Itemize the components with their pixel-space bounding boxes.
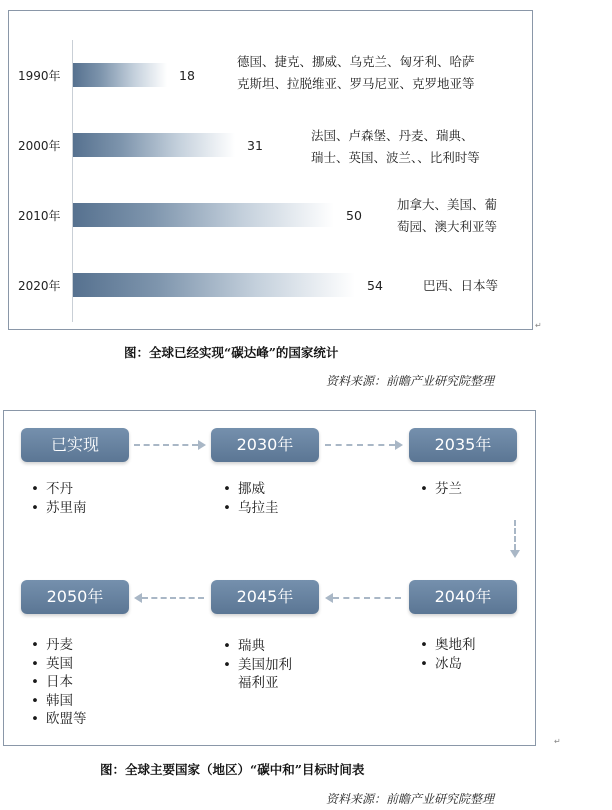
arrow-line: [514, 520, 516, 550]
year-label: 2000年: [18, 139, 61, 153]
year-label: 1990年: [18, 69, 61, 83]
bar-value-label: 50: [346, 208, 362, 223]
arrow-line: [134, 444, 198, 446]
stage-list-2045: [221, 637, 292, 693]
list-item: • 挪威: [221, 480, 279, 499]
list-item: • 欧盟等: [29, 710, 87, 729]
bar-2010: [73, 203, 334, 227]
list-item: • 韩国: [29, 692, 87, 711]
note-line: 加拿大、美国、葡: [397, 197, 498, 212]
list-item: • 乌拉圭: [221, 499, 279, 518]
country-note-2010: [397, 194, 497, 238]
paragraph-mark: ↵: [554, 737, 561, 746]
bar-value-label: 31: [247, 138, 263, 153]
list-item-continuation: 福利亚: [238, 675, 279, 691]
list-item: • 瑞典: [221, 637, 292, 656]
list-item: • 丹麦: [29, 636, 87, 655]
bar-1990: [73, 63, 167, 87]
stage-list-achieved: [29, 480, 87, 517]
note-line: 萄园、澳大利亚等: [397, 219, 498, 234]
stage-list-2030: [221, 480, 279, 517]
arrow-right-icon: [395, 440, 403, 450]
stage-pill-2030: 2030年: [211, 428, 319, 462]
paragraph-mark: ↵: [535, 321, 542, 330]
country-note-2000: [311, 125, 480, 169]
figure-source: 资料来源：前瞻产业研究院整理: [326, 792, 495, 806]
bar-value-label: 18: [179, 68, 195, 83]
arrow-line: [142, 597, 204, 599]
arrow-line: [325, 444, 395, 446]
note-line: 法国、卢森堡、丹麦、瑞典、: [311, 128, 474, 143]
list-item: • 冰岛: [418, 655, 476, 674]
note-line: 瑞士、英国、波兰、、比利时等: [311, 150, 480, 165]
country-note-2020: [423, 275, 498, 297]
stage-list-2035: [418, 480, 462, 499]
list-item: • 美国加利: [221, 656, 292, 675]
figure-source: 资料来源：前瞻产业研究院整理: [326, 374, 495, 388]
stage-pill-achieved: 已实现: [21, 428, 129, 462]
list-item: • 不丹: [29, 480, 87, 499]
stage-pill-2050: 2050年: [21, 580, 129, 614]
stage-list-2050: [29, 636, 87, 729]
note-line: 克斯坦、拉脱维亚、罗马尼亚、克罗地亚等: [237, 76, 475, 91]
list-item: • 日本: [29, 673, 87, 692]
figure-caption: 图：全球已经实现“碳达峰”的国家统计: [124, 345, 339, 360]
year-label: 2010年: [18, 209, 61, 223]
arrow-left-icon: [325, 593, 333, 603]
list-item: • 苏里南: [29, 499, 87, 518]
arrow-left-icon: [134, 593, 142, 603]
bar-2020: [73, 273, 355, 297]
country-note-1990: [237, 51, 475, 95]
stage-pill-2045: 2045年: [211, 580, 319, 614]
note-line: 巴西、日本等: [423, 278, 499, 293]
arrow-line: [333, 597, 401, 599]
arrow-right-icon: [198, 440, 206, 450]
figure-caption: 图：全球主要国家（地区）“碳中和”目标时间表: [100, 762, 365, 777]
list-item: • 奥地利: [418, 636, 476, 655]
list-item: • 英国: [29, 655, 87, 674]
bar-value-label: 54: [367, 278, 383, 293]
stage-list-2040: [418, 636, 476, 673]
stage-pill-2035: 2035年: [409, 428, 517, 462]
note-line: 德国、捷克、挪威、乌克兰、匈牙利、哈萨: [237, 54, 475, 69]
stage-pill-2040: 2040年: [409, 580, 517, 614]
arrow-down-icon: [510, 550, 520, 558]
list-item: • 芬兰: [418, 480, 462, 499]
bar-2000: [73, 133, 235, 157]
year-label: 2020年: [18, 279, 61, 293]
